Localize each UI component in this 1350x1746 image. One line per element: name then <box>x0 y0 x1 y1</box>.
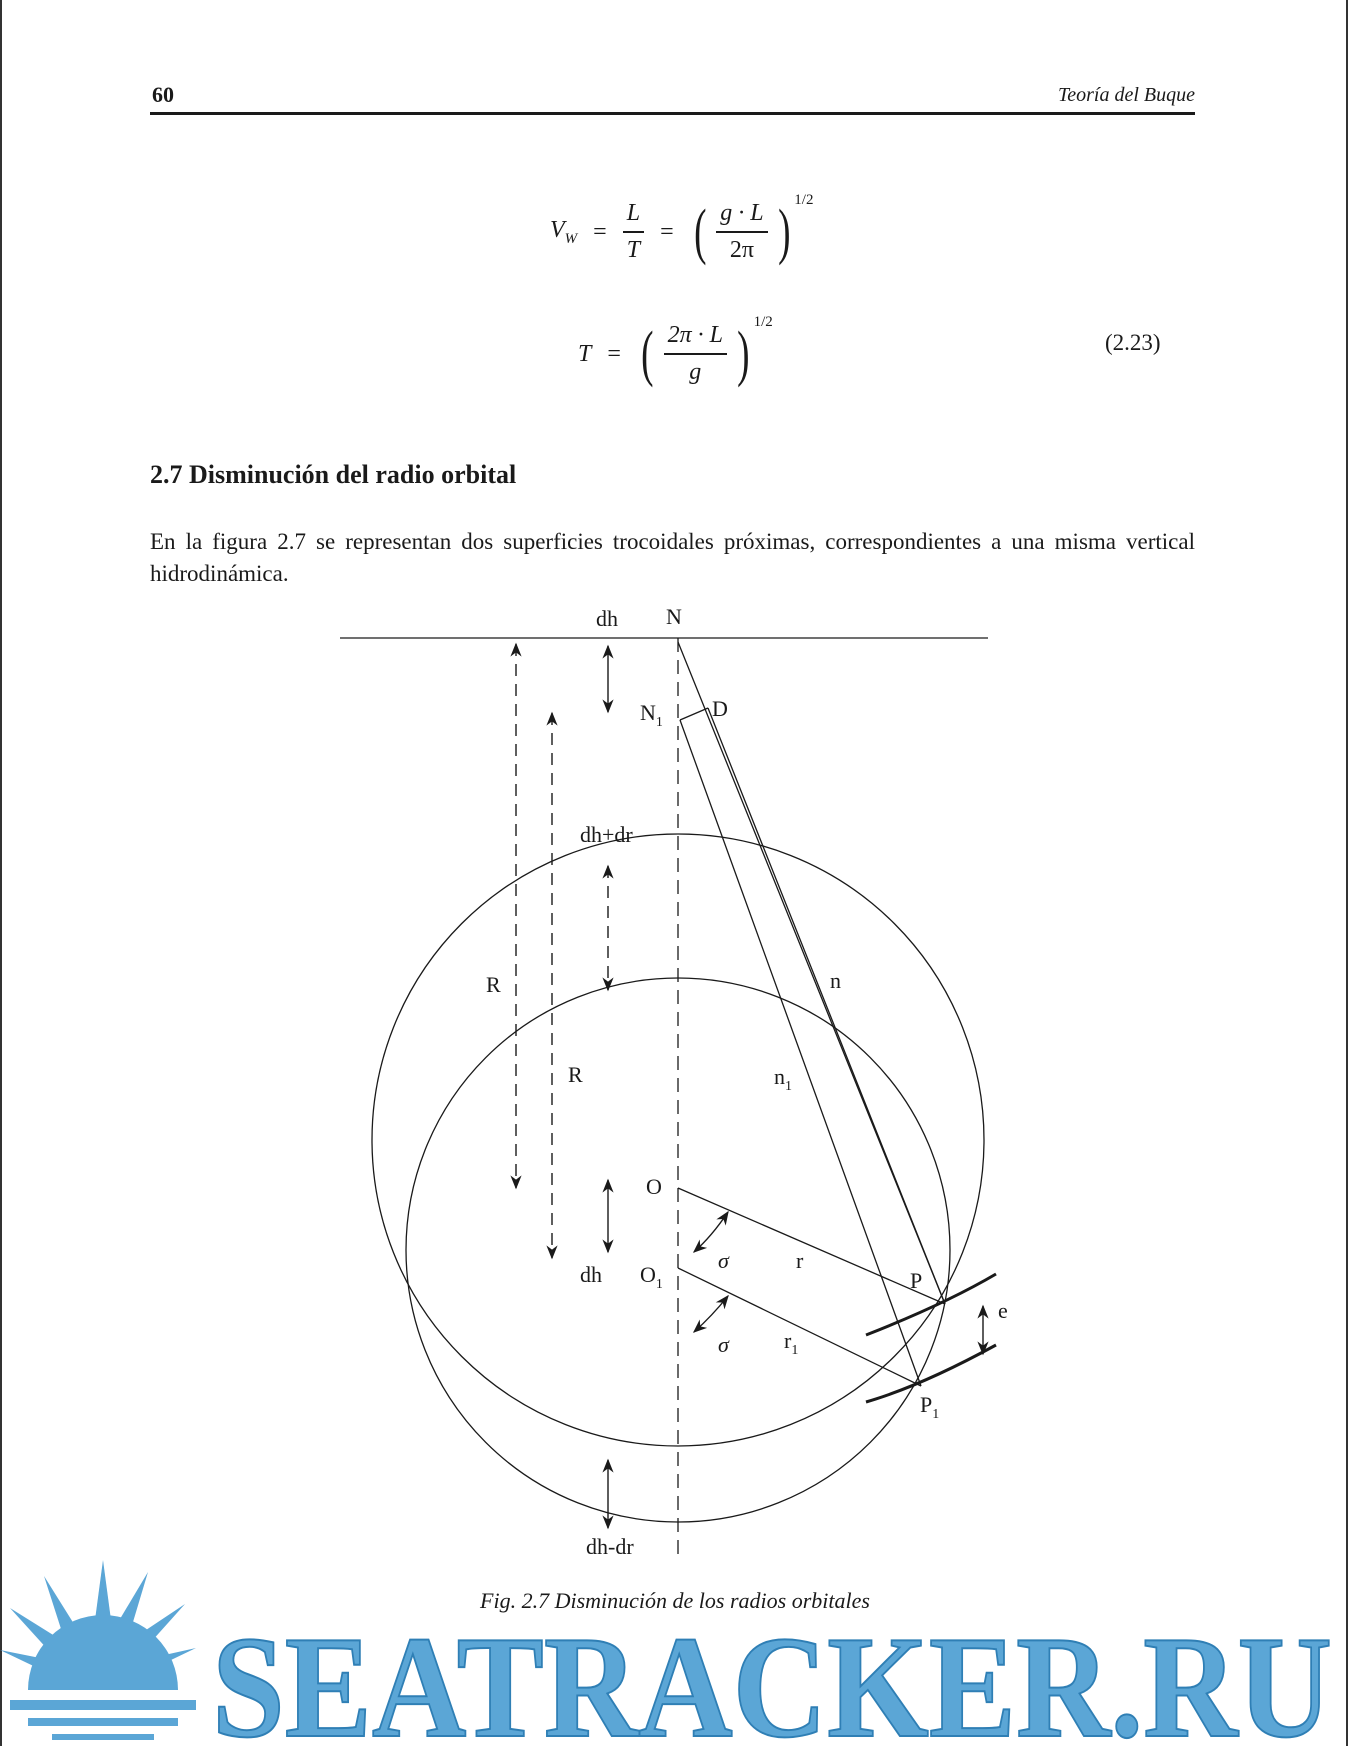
segment-D <box>680 708 708 720</box>
label-R-inner: R <box>568 1062 583 1087</box>
label-r1: $r_1$ <box>784 1328 799 1358</box>
eq1-frac1-denominator: T <box>626 237 641 264</box>
arc-sigma-bottom <box>694 1296 728 1332</box>
eq1-lhs: V <box>550 216 565 243</box>
normal-line-n-b <box>708 708 945 1304</box>
eq1-exponent: 1/2 <box>794 192 814 208</box>
watermark <box>0 1540 1350 1746</box>
label-n: n <box>830 968 841 993</box>
eq2-numerator: 2π · L <box>664 322 727 355</box>
label-P: P <box>910 1268 923 1293</box>
section-title: 2.7 Disminución del radio orbital <box>150 460 517 489</box>
eq1-right-paren: ) <box>777 197 791 266</box>
eq1-left-paren: ( <box>693 197 707 266</box>
label-D: D <box>712 696 728 721</box>
label-O: O <box>646 1174 662 1199</box>
trochoid-arc-upper <box>866 1274 996 1335</box>
label-dh-top: dh <box>596 606 618 631</box>
label-e: e <box>998 1298 1008 1323</box>
label-r: r <box>796 1248 804 1273</box>
sun-logo-icon <box>0 1560 196 1740</box>
label-P1: $P_1$ <box>920 1392 940 1422</box>
label-dh-mid: dh <box>580 1262 602 1287</box>
eq2-left-paren: ( <box>641 319 654 388</box>
label-N: N <box>666 604 682 629</box>
label-dh-minus-dr: dh-dr <box>586 1534 634 1559</box>
eq2-denominator: g <box>689 359 702 386</box>
label-sigma-top: σ <box>718 1248 729 1273</box>
label-O1: $O_1$ <box>640 1262 663 1292</box>
arc-sigma-top <box>694 1212 728 1252</box>
label-N1: $N_1$ <box>640 700 663 730</box>
label-R-outer: R <box>486 972 501 997</box>
eq2-exponent: 1/2 <box>753 314 773 330</box>
figure-caption: Fig. 2.7 Disminución de los radios orbitales <box>480 1588 870 1613</box>
eq2-lhs: T <box>578 340 592 367</box>
eq1-frac1-numerator: L <box>623 200 644 233</box>
eq1-lhs-subscript: W <box>564 230 578 247</box>
eq1-equals-2: = <box>660 218 674 245</box>
label-n1: $n_1$ <box>774 1064 792 1094</box>
eq1-frac2-numerator: g · L <box>716 200 767 233</box>
equation-number: (2.23) <box>1105 330 1161 355</box>
eq2-right-paren: ) <box>737 319 750 388</box>
eq1-equals-1: = <box>593 218 607 245</box>
page-number: 60 <box>152 82 174 107</box>
label-dh-plus-dr: dh+dr <box>580 822 633 847</box>
eq2-equals: = <box>607 340 621 367</box>
eq1-frac2-denominator: 2π <box>729 237 755 264</box>
watermark-text: SEATRACKER.RU <box>212 1606 1332 1746</box>
body-paragraph: En la figura 2.7 se representan dos superficies trocoidales próximas, correspondientes a una misma vertical hidrodinámica. <box>150 529 1195 586</box>
running-title: Teoría del Buque <box>1057 84 1195 106</box>
label-sigma-bottom: σ <box>718 1332 729 1357</box>
